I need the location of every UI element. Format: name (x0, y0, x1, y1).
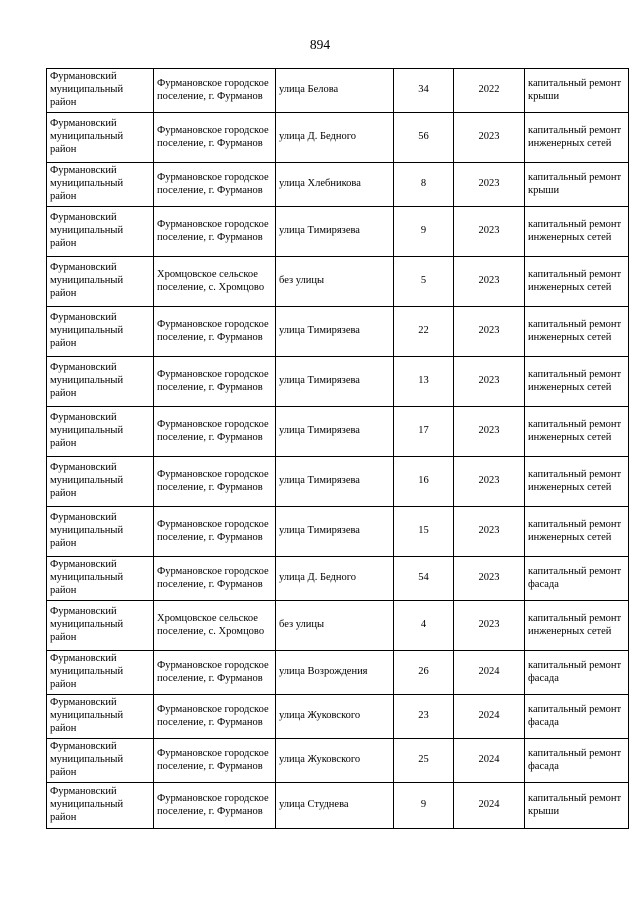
house-number-cell: 17 (394, 407, 454, 457)
house-number-cell: 13 (394, 357, 454, 407)
year-cell: 2024 (454, 783, 525, 829)
work-type-cell: капитальный ремонт инженерных сетей (525, 357, 629, 407)
year-cell: 2023 (454, 257, 525, 307)
table-row (47, 739, 629, 783)
year-cell: 2024 (454, 651, 525, 695)
district-cell: Фурмановский муниципальный район (47, 507, 154, 557)
year-cell: 2023 (454, 163, 525, 207)
district-cell: Фурмановский муниципальный район (47, 257, 154, 307)
work-type-cell: капитальный ремонт инженерных сетей (525, 407, 629, 457)
work-type-cell: капитальный ремонт инженерных сетей (525, 457, 629, 507)
table-row (47, 507, 629, 557)
street-cell: улица Возрождения (276, 651, 394, 695)
district-cell: Фурмановский муниципальный район (47, 457, 154, 507)
settlement-cell: Хромцовское сельское поселение, с. Хромцово (154, 601, 276, 651)
table-row (47, 407, 629, 457)
house-number-cell: 34 (394, 69, 454, 113)
district-cell: Фурмановский муниципальный район (47, 601, 154, 651)
settlement-cell: Фурмановское городское поселение, г. Фурманов (154, 651, 276, 695)
street-cell: улица Д. Бедного (276, 113, 394, 163)
street-cell: улица Д. Бедного (276, 557, 394, 601)
street-cell: улица Тимирязева (276, 357, 394, 407)
house-number-cell: 26 (394, 651, 454, 695)
house-number-cell: 16 (394, 457, 454, 507)
house-number-cell: 9 (394, 783, 454, 829)
table-row (47, 69, 629, 113)
settlement-cell: Фурмановское городское поселение, г. Фурманов (154, 507, 276, 557)
year-cell: 2023 (454, 507, 525, 557)
year-cell: 2023 (454, 407, 525, 457)
district-cell: Фурмановский муниципальный район (47, 163, 154, 207)
table-row (47, 557, 629, 601)
district-cell: Фурмановский муниципальный район (47, 207, 154, 257)
settlement-cell: Хромцовское сельское поселение, с. Хромцово (154, 257, 276, 307)
house-number-cell: 15 (394, 507, 454, 557)
house-number-cell: 25 (394, 739, 454, 783)
house-number-cell: 5 (394, 257, 454, 307)
table-row (47, 651, 629, 695)
table-body (47, 69, 629, 829)
work-type-cell: капитальный ремонт крыши (525, 163, 629, 207)
street-cell: без улицы (276, 601, 394, 651)
district-cell: Фурмановский муниципальный район (47, 739, 154, 783)
settlement-cell: Фурмановское городское поселение, г. Фурманов (154, 357, 276, 407)
district-cell: Фурмановский муниципальный район (47, 407, 154, 457)
year-cell: 2023 (454, 207, 525, 257)
settlement-cell: Фурмановское городское поселение, г. Фурманов (154, 783, 276, 829)
work-type-cell: капитальный ремонт фасада (525, 557, 629, 601)
district-cell: Фурмановский муниципальный район (47, 113, 154, 163)
work-type-cell: капитальный ремонт фасада (525, 739, 629, 783)
street-cell: улица Тимирязева (276, 407, 394, 457)
year-cell: 2023 (454, 601, 525, 651)
district-cell: Фурмановский муниципальный район (47, 357, 154, 407)
street-cell: без улицы (276, 257, 394, 307)
year-cell: 2023 (454, 357, 525, 407)
street-cell: улица Хлебникова (276, 163, 394, 207)
street-cell: улица Тимирязева (276, 507, 394, 557)
settlement-cell: Фурмановское городское поселение, г. Фурманов (154, 69, 276, 113)
year-cell: 2023 (454, 307, 525, 357)
work-type-cell: капитальный ремонт инженерных сетей (525, 307, 629, 357)
year-cell: 2023 (454, 557, 525, 601)
work-type-cell: капитальный ремонт фасада (525, 651, 629, 695)
house-number-cell: 22 (394, 307, 454, 357)
district-cell: Фурмановский муниципальный район (47, 307, 154, 357)
year-cell: 2024 (454, 739, 525, 783)
settlement-cell: Фурмановское городское поселение, г. Фурманов (154, 457, 276, 507)
table-row (47, 695, 629, 739)
settlement-cell: Фурмановское городское поселение, г. Фурманов (154, 307, 276, 357)
table-row (47, 783, 629, 829)
house-number-cell: 4 (394, 601, 454, 651)
work-type-cell: капитальный ремонт фасада (525, 695, 629, 739)
house-number-cell: 8 (394, 163, 454, 207)
house-number-cell: 23 (394, 695, 454, 739)
year-cell: 2022 (454, 69, 525, 113)
street-cell: улица Жуковского (276, 739, 394, 783)
house-number-cell: 56 (394, 113, 454, 163)
year-cell: 2023 (454, 113, 525, 163)
street-cell: улица Тимирязева (276, 307, 394, 357)
street-cell: улица Жуковского (276, 695, 394, 739)
settlement-cell: Фурмановское городское поселение, г. Фурманов (154, 113, 276, 163)
work-type-cell: капитальный ремонт инженерных сетей (525, 113, 629, 163)
settlement-cell: Фурмановское городское поселение, г. Фурманов (154, 739, 276, 783)
street-cell: улица Тимирязева (276, 457, 394, 507)
district-cell: Фурмановский муниципальный район (47, 69, 154, 113)
table-row (47, 113, 629, 163)
work-type-cell: капитальный ремонт инженерных сетей (525, 257, 629, 307)
district-cell: Фурмановский муниципальный район (47, 783, 154, 829)
table-row (47, 257, 629, 307)
settlement-cell: Фурмановское городское поселение, г. Фурманов (154, 163, 276, 207)
table-row (47, 601, 629, 651)
settlement-cell: Фурмановское городское поселение, г. Фурманов (154, 207, 276, 257)
district-cell: Фурмановский муниципальный район (47, 557, 154, 601)
house-number-cell: 54 (394, 557, 454, 601)
work-type-cell: капитальный ремонт инженерных сетей (525, 507, 629, 557)
district-cell: Фурмановский муниципальный район (47, 651, 154, 695)
settlement-cell: Фурмановское городское поселение, г. Фурманов (154, 695, 276, 739)
district-cell: Фурмановский муниципальный район (47, 695, 154, 739)
work-type-cell: капитальный ремонт инженерных сетей (525, 207, 629, 257)
work-type-cell: капитальный ремонт инженерных сетей (525, 601, 629, 651)
work-type-cell: капитальный ремонт крыши (525, 783, 629, 829)
housing-repair-table (46, 68, 629, 829)
street-cell: улица Студнева (276, 783, 394, 829)
street-cell: улица Тимирязева (276, 207, 394, 257)
settlement-cell: Фурмановское городское поселение, г. Фурманов (154, 407, 276, 457)
street-cell: улица Белова (276, 69, 394, 113)
settlement-cell: Фурмановское городское поселение, г. Фурманов (154, 557, 276, 601)
table-row (47, 357, 629, 407)
work-type-cell: капитальный ремонт крыши (525, 69, 629, 113)
table-row (47, 307, 629, 357)
year-cell: 2024 (454, 695, 525, 739)
table-row (47, 163, 629, 207)
house-number-cell: 9 (394, 207, 454, 257)
table-row (47, 207, 629, 257)
year-cell: 2023 (454, 457, 525, 507)
page-number: 894 (309, 37, 331, 52)
table-row (47, 457, 629, 507)
